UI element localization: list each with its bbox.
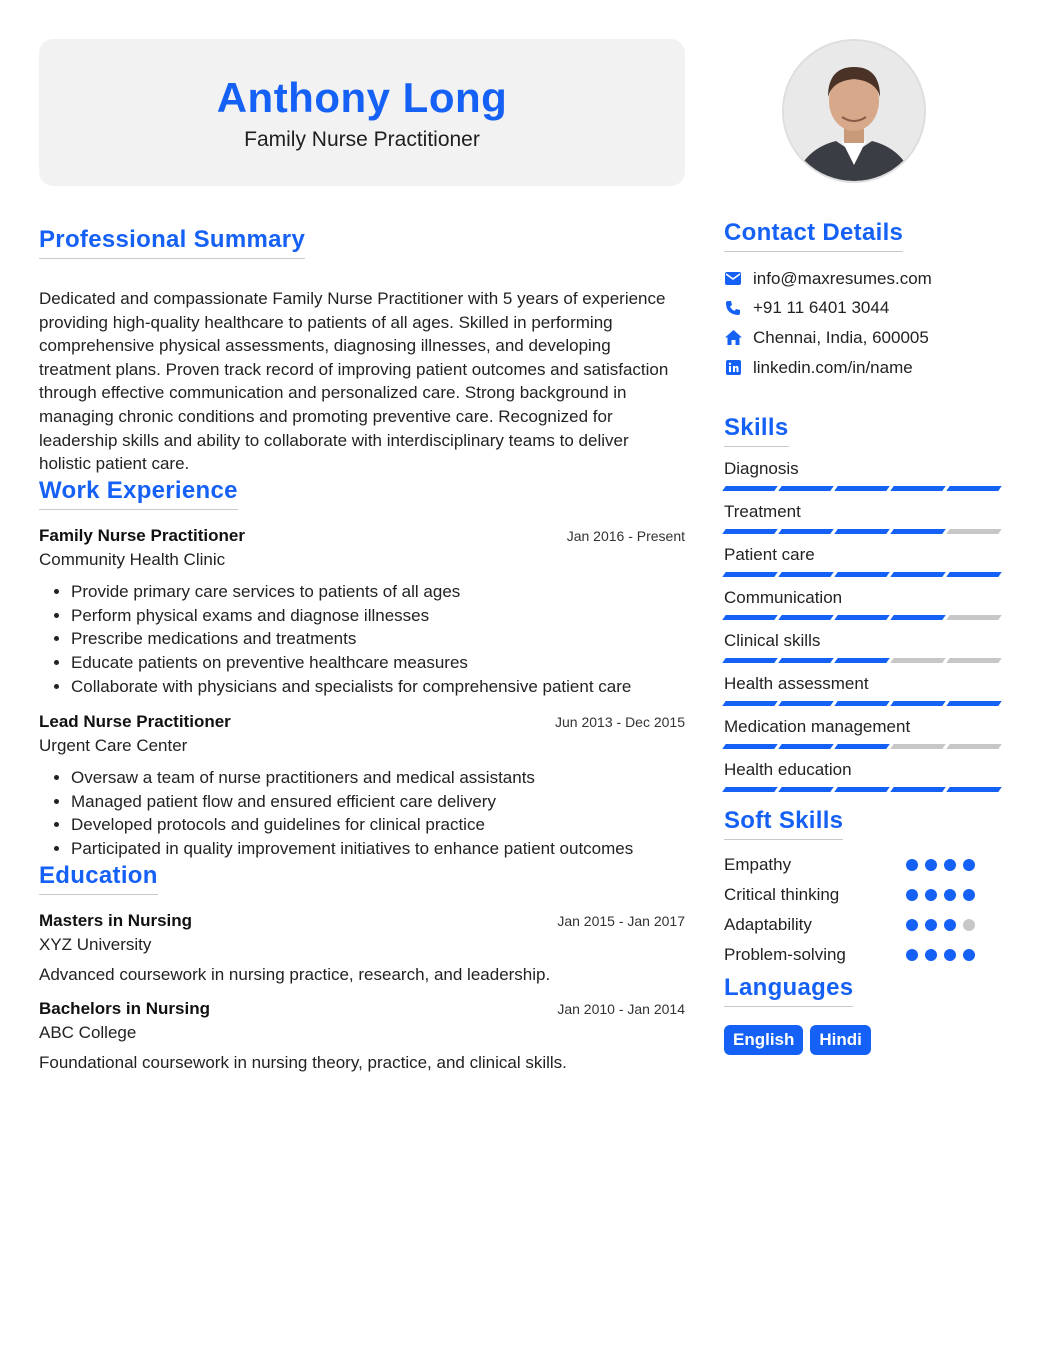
rating-dot [944,859,956,871]
skill-level-segment [778,787,834,792]
skill-level-segment [890,701,946,706]
list-item: • Provide primary care services to patients of all ages [71,580,685,604]
skill-name: Treatment [724,502,801,522]
profile-photo [782,39,926,183]
skill-level-bar [724,701,1000,706]
skill-level-segment [778,744,834,749]
experience-heading: Work Experience [39,477,238,510]
skill-level-segment [890,787,946,792]
skill-item [724,502,1004,545]
skill-level-segment [778,572,834,577]
list-item: • Managed patient flow and ensured efficient care delivery [71,790,685,814]
address-text: Chennai, India, 600005 [753,327,929,347]
contact-email[interactable] [724,264,1004,294]
skill-level-segment [778,658,834,663]
rating-dot [925,889,937,901]
rating-dot [906,859,918,871]
list-item: • Educate patients on preventive healthcare measures [71,651,685,675]
education-entry [39,911,685,985]
skill-name: Medication management [724,717,911,737]
language-badge: Hindi [810,1025,871,1055]
skill-level-bar [724,787,1000,792]
skill-level-segment [946,658,1002,663]
degree-title: Bachelors in Nursing [39,998,210,1018]
linkedin-icon [724,359,742,377]
skill-item [724,674,1004,717]
rating-dot [906,919,918,931]
skill-level-segment [778,701,834,706]
skill-level-segment [722,572,778,577]
skill-level-segment [722,486,778,491]
list-item: • Developed protocols and guidelines for clinical practice [71,813,685,837]
education-entry [39,999,685,1073]
rating-dot [944,949,956,961]
skill-name: Patient care [724,545,815,565]
rating-dot [906,889,918,901]
rating-dot [963,949,975,961]
skill-level-segment [722,658,778,663]
job-title: Family Nurse Practitioner [39,525,245,545]
skill-level-segment [834,572,890,577]
experience-section [39,477,685,861]
skill-level-bar [724,572,1000,577]
skill-level-segment [722,787,778,792]
languages-list [724,1025,1004,1055]
skill-level-segment [778,529,834,534]
language-badge: English [724,1025,803,1055]
summary-text: Dedicated and compassionate Family Nurse Practitioner with 5 years of experience providing high-quality healthcare to patients of all ages. Skilled in performing comprehensive physical assessments, diagnosing illnesses, and developing treatment plans. Proven track record of improving patient outcomes and satisfaction through effective communication and personalized care. Strong background in managing chronic conditions and promoting preventive care. Recognized for leadership skills and ability to collaborate with interdisciplinary teams to deliver holistic patient care. [39,289,669,474]
job-entry [39,526,685,699]
soft-skills-heading: Soft Skills [724,807,843,840]
soft-skill-name: Adaptability [724,915,812,935]
list-item: • Oversaw a team of nurse practitioners and medical assistants [71,766,685,790]
skill-level-segment [778,615,834,620]
languages-heading: Languages [724,974,853,1007]
education-heading: Education [39,862,158,895]
contact-heading: Contact Details [724,219,903,252]
soft-skill-name: Empathy [724,855,792,875]
soft-skill-name: Critical thinking [724,885,840,905]
skills-section [724,414,1004,803]
list-item: • Prescribe medications and treatments [71,627,685,651]
skill-level-bar [724,744,1000,749]
skill-level-segment [890,572,946,577]
languages-section [724,974,1004,1055]
skill-level-segment [834,529,890,534]
rating-dot [963,919,975,931]
skill-level-segment [890,529,946,534]
skill-level-segment [834,744,890,749]
soft-skill-rating [906,919,980,931]
left-column [39,39,685,1073]
education-description: Advanced coursework in nursing practice, research, and leadership. [39,964,551,984]
rating-dot [925,949,937,961]
degree-title: Masters in Nursing [39,910,193,930]
skill-level-segment [834,615,890,620]
list-item: • Participated in quality improvement initiatives to enhance patient outcomes [71,837,685,861]
skill-name: Diagnosis [724,459,799,479]
skill-level-segment [946,787,1002,792]
soft-skill-name: Problem-solving [724,945,846,965]
skill-level-segment [834,658,890,663]
contact-section [724,219,1004,382]
skill-level-bar [724,658,1000,663]
job-bullets [39,766,685,861]
skill-level-segment [722,615,778,620]
soft-skill-item [724,940,1004,970]
skill-level-segment [946,744,1002,749]
rating-dot [963,889,975,901]
skill-item [724,631,1004,674]
person-icon [784,41,924,181]
soft-skill-item [724,850,1004,880]
skill-level-segment [890,615,946,620]
skill-level-bar [724,529,1000,534]
skills-list [724,459,1004,803]
rating-dot [944,889,956,901]
phone-text: +91 11 6401 3044 [753,298,890,318]
skill-item [724,588,1004,631]
skill-level-segment [890,658,946,663]
soft-skill-rating [906,949,980,961]
skill-level-segment [946,701,1002,706]
rating-dot [925,919,937,931]
job-date: Jun 2013 - Dec 2015 [555,713,685,730]
skill-level-segment [834,486,890,491]
soft-skill-item [724,910,1004,940]
education-section [39,862,685,1073]
soft-skills-section [724,807,1004,970]
skill-level-segment [722,701,778,706]
list-item: • Collaborate with physicians and specialists for comprehensive patient care [71,675,685,699]
job-entry [39,712,685,861]
skill-item [724,545,1004,588]
job-title: Lead Nurse Practitioner [39,711,231,731]
skill-level-segment [946,529,1002,534]
contact-linkedin[interactable] [724,353,1004,383]
job-organization: Urgent Care Center [39,735,188,755]
skill-level-segment [946,615,1002,620]
school-name: ABC College [39,1022,137,1042]
summary-heading: Professional Summary [39,226,305,259]
education-description: Foundational coursework in nursing theory, practice, and clinical skills. [39,1052,567,1072]
contact-phone[interactable] [724,294,1004,324]
skill-item [724,459,1004,502]
summary-section [39,226,685,476]
contact-address [724,323,1004,353]
skill-name: Clinical skills [724,631,821,651]
phone-icon [724,299,742,317]
skill-item [724,760,1004,803]
skill-level-bar [724,486,1000,491]
email-text: info@maxresumes.com [753,268,932,288]
skill-level-segment [946,486,1002,491]
skill-level-segment [890,486,946,491]
skill-level-segment [834,701,890,706]
soft-skill-rating [906,859,980,871]
right-column [724,39,1004,1055]
job-organization: Community Health Clinic [39,549,226,569]
skill-name: Health assessment [724,674,869,694]
education-date: Jan 2015 - Jan 2017 [557,912,685,929]
school-name: XYZ University [39,934,152,954]
rating-dot [963,859,975,871]
linkedin-text: linkedin.com/in/name [753,357,913,377]
skill-name: Communication [724,588,843,608]
rating-dot [925,859,937,871]
skill-name: Health education [724,760,852,780]
skill-level-segment [778,486,834,491]
soft-skill-rating [906,889,980,901]
rating-dot [944,919,956,931]
job-date: Jan 2016 - Present [566,527,685,544]
skill-level-segment [834,787,890,792]
home-icon [724,329,742,347]
skill-item [724,717,1004,760]
skill-level-segment [946,572,1002,577]
skill-level-bar [724,615,1000,620]
skill-level-segment [722,744,778,749]
skills-heading: Skills [724,414,789,447]
list-item: • Perform physical exams and diagnose illnesses [71,604,685,628]
candidate-title: Family Nurse Practitioner [244,127,480,151]
envelope-icon [724,270,742,288]
job-bullets [39,580,685,699]
skill-level-segment [722,529,778,534]
education-date: Jan 2010 - Jan 2014 [557,1000,685,1017]
soft-skills-list [724,850,1004,970]
soft-skill-item [724,880,1004,910]
resume-header [39,39,685,186]
skill-level-segment [890,744,946,749]
candidate-name: Anthony Long [216,73,508,121]
rating-dot [906,949,918,961]
